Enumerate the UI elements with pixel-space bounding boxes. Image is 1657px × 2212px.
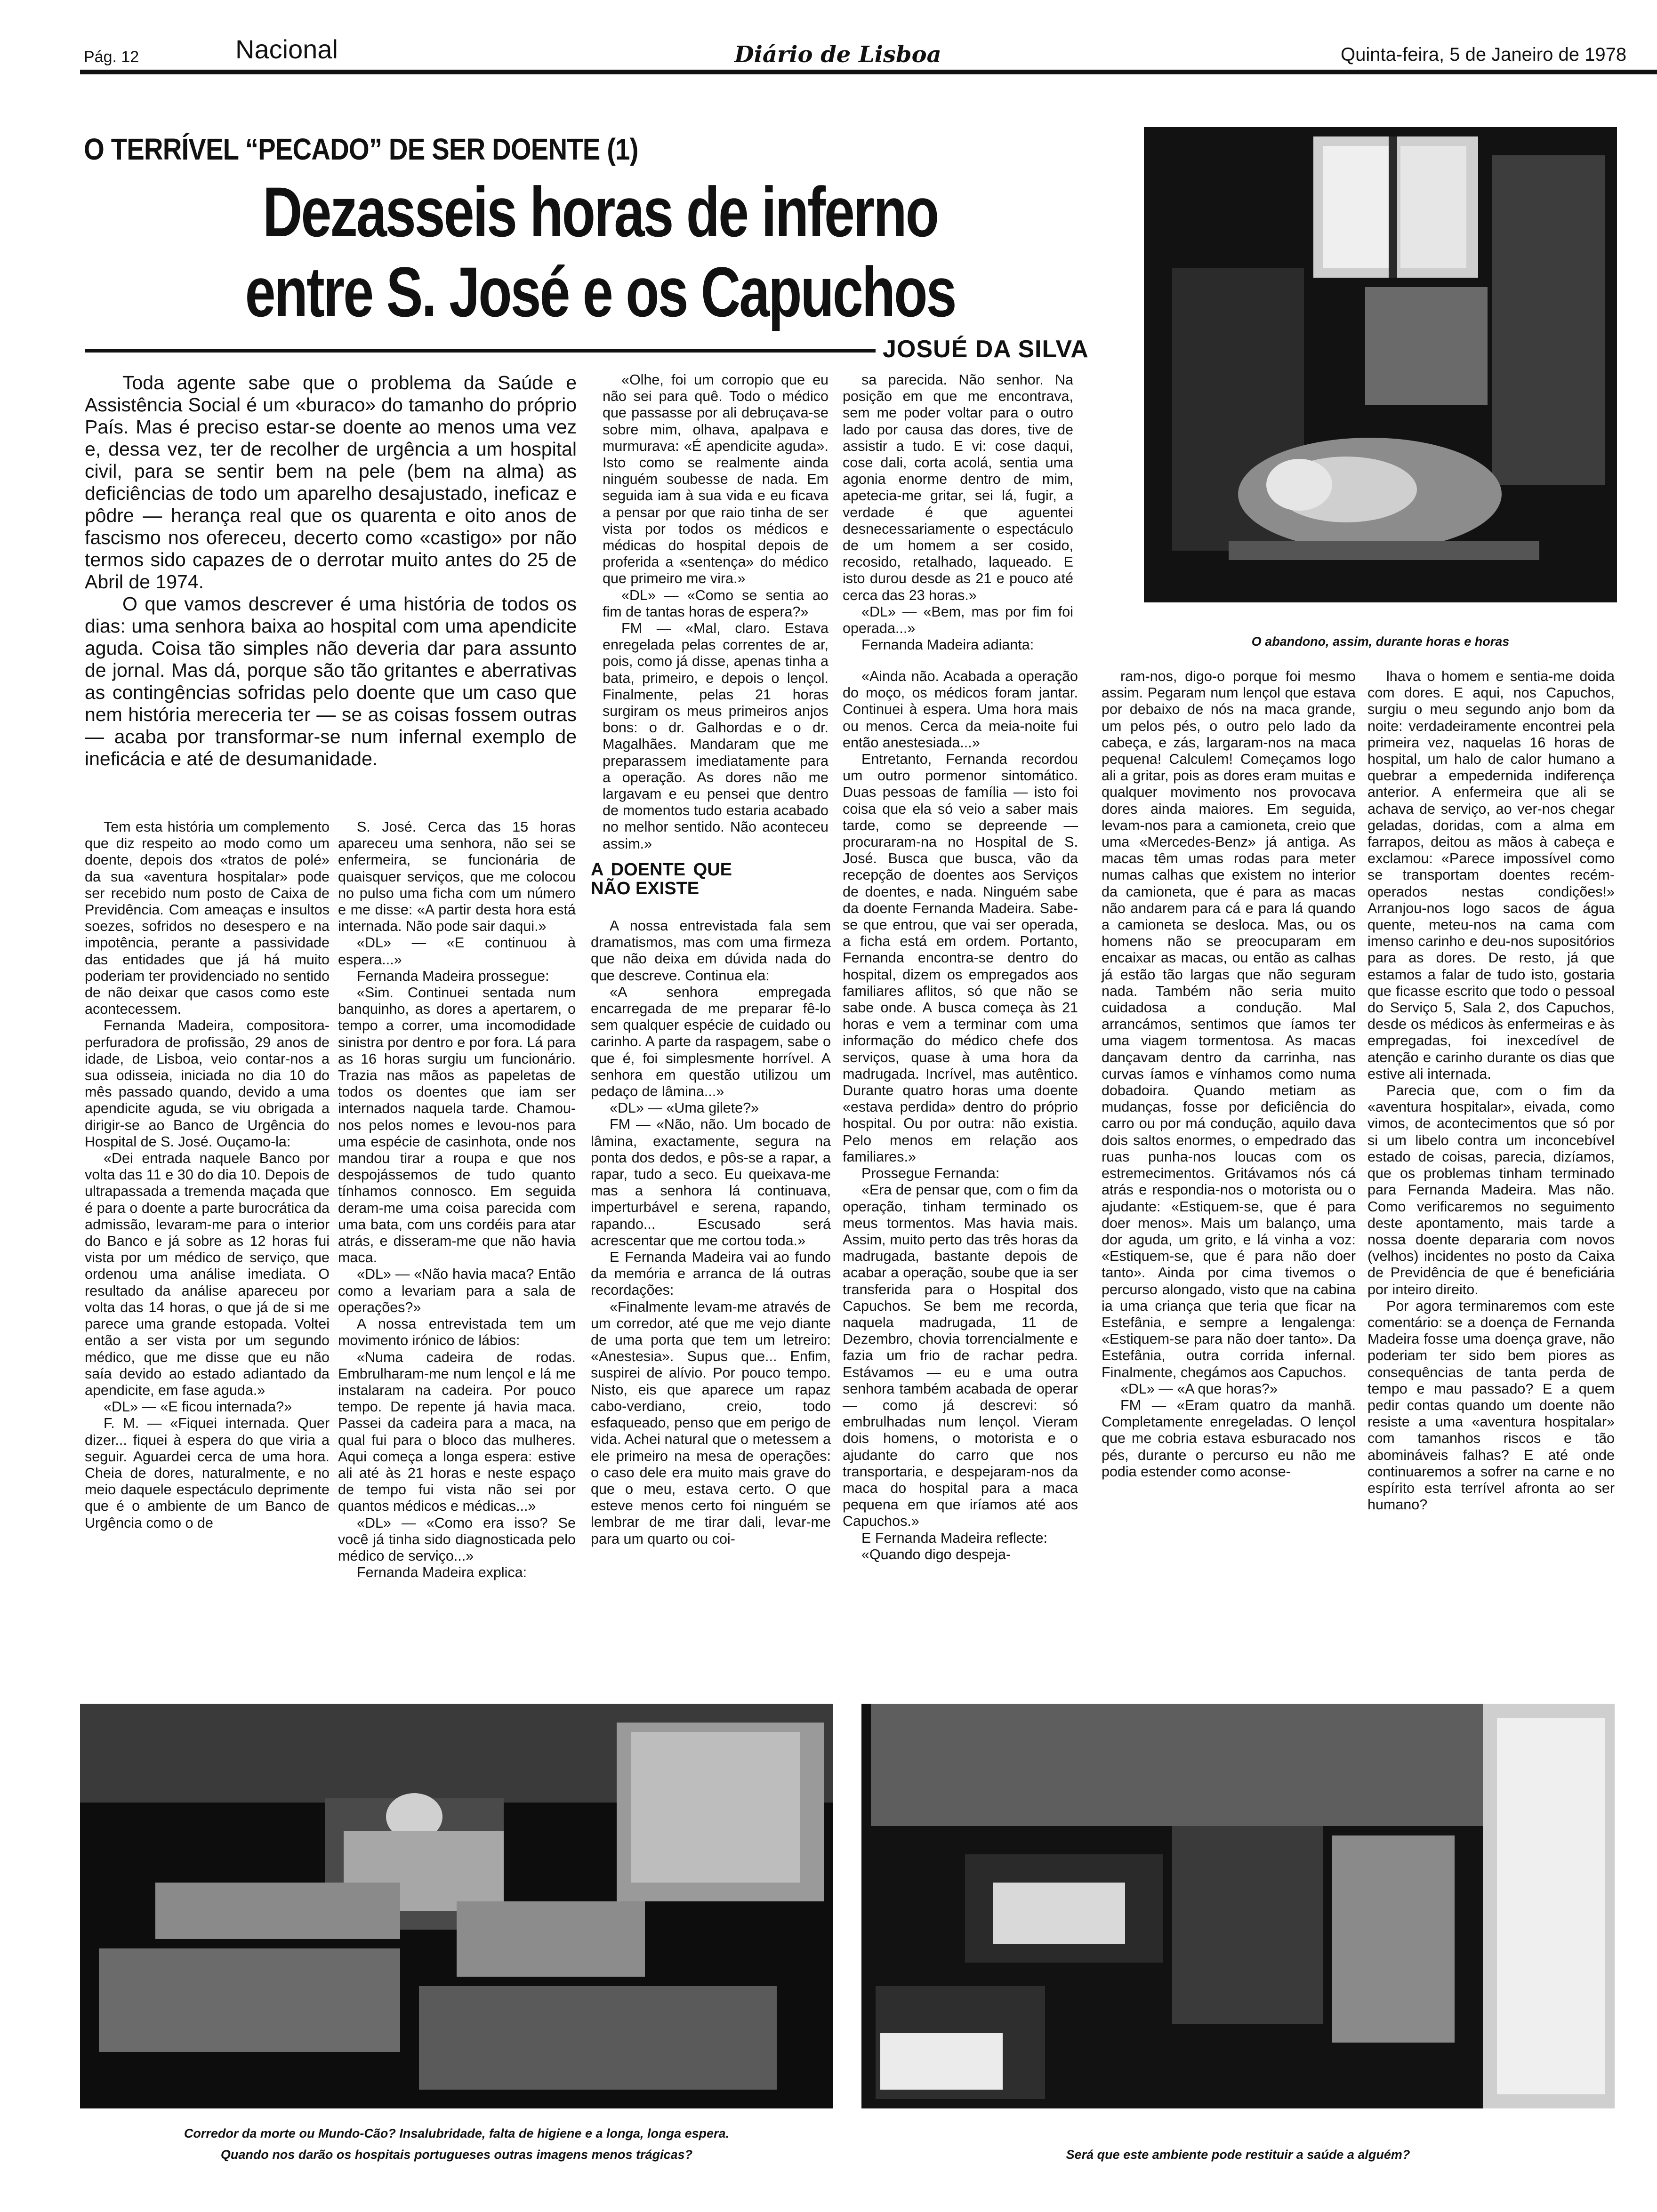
paragraph: FM — «Eram quatro da manhã. Completamente enregeladas. O lençol que me cobria estava esburacado nos pés, durante o percurso eu não me podia estender como aconse- (1102, 1397, 1356, 1480)
paragraph: «Olhe, foi um corropio que eu não sei para quê. Todo o médico que passasse por ali debruçava-se sobre mim, olhava, apalpava e murmurava: «É apendicite aguda». Isto como se realmente ainda ninguém soubesse de nada. Em seguida iam à sua vida e eu ficava a pensar por que raio tinha de ser vista por todos os médicos e médicas do hospital depois de proferida a «sentença» do médico que primeiro me vira.» (603, 372, 828, 587)
paragraph: «A senhora empregada encarregada de me preparar fê-lo sem qualquer espécie de cuidado ou carinho. A parte da raspagem, sabe o que é, foi simplesmente horrível. A senhora em questão utilizou um pedaço de lâmina...» (591, 984, 831, 1100)
paragraph: «DL» — «Bem, mas por fim foi operada...» (843, 603, 1073, 637)
photo-patient-on-stretcher (1144, 127, 1617, 626)
paragraph: «DL» — «E continuou à espera...» (338, 935, 576, 968)
column-6 (1367, 668, 1615, 1690)
column-4 (843, 668, 1078, 1690)
column-5 (1102, 668, 1356, 1690)
paragraph: FM — «Mal, claro. Estava enregelada pelas correntes de ar, pois, como já disse, apenas tinha a bata, primeiro, e depois o lençol. Finalmente, pelas 21 horas surgiram os meus primeiros anjos bons: o dr. Galhordas e o dr. Magalhães. Mandaram que me preparassem imediatamente para a operação. As dores não me largavam e eu pensei que dentro de momentos tudo estaria acabado no melhor sentido. Não aconteceu assim.» (603, 620, 828, 852)
column-3 (591, 860, 831, 1690)
paragraph: Parecia que, com o fim da «aventura hospitalar», eivada, como vimos, de acontecimentos que só por si um libelo contra um inconcebível estado de coisas, parecia, dizíamos, que os problemas tinham terminado para Fernanda Madeira. Mas não. Como verificaremos no seguimento deste apontamento, mais tarde a nossa doente depararia com novos (velhos) incidentes no posto da Caixa de Previdência de que é beneficiária por inteiro direito. (1367, 1082, 1615, 1298)
photo-hospital-corridor (80, 1704, 833, 2108)
article-kicker: O TERRÍVEL “PECADO” DE SER DOENTE (1) (84, 132, 638, 166)
paragraph: A nossa entrevistada fala sem dramatismos, mas com uma firmeza que não deixa em dúvida nada do que descreve. Continua ela: (591, 918, 831, 984)
caption-top-right: O abandono, assim, durante horas e horas (1251, 634, 1510, 649)
paragraph: Fernanda Madeira prossegue: (357, 968, 549, 984)
paragraph: Tem esta história um complemento que diz respeito ao modo como um doente, depois dos «tratos de polé» da sua «aventura hospitalar» pode ser recebido num posto de Caixa de Previdência. Com ameaças e insultos soezes, sofridos no desespero e na impotência, perante a passividade das entidades que já há muito poderiam ter providenciado no sentido de não deixar que casos como este acontecessem. (85, 819, 330, 1018)
caption-bottom-right: Será que este ambiente pode restituir a saúde a alguém? (1066, 2148, 1410, 2162)
issue-date: Quinta-feira, 5 de Janeiro de 1978 (1341, 44, 1627, 65)
paragraph: Fernanda Madeira adianta: (861, 637, 1034, 653)
paragraph: Prossegue Fernanda: (861, 1165, 1000, 1182)
paragraph: «Era de pensar que, com o fim da operação, tinham terminado os meus tormentos. Mas havia mais. Assim, muito perto das três horas da madrugada, bastante depois de acabar a operação, soube que ia ser transferida para o Hospital dos Capuchos. Se bem me recorda, naquela madrugada, 11 de Dezembro, chovia torrencialmente e fazia um frio de rachar pedra. Estávamos — eu e uma outra senhora também acabada de operar — como já descrevi: só embrulhadas num lençol. Vieram dois homens, o motorista e o ajudante do carro que nos transportaria, e despejaram-nos da maca do hospital para a maca pequena em que iríamos até aos Capuchos.» (843, 1182, 1078, 1530)
paragraph: F. M. — «Fiquei internada. Quer dizer... fiquei à espera do que viria a seguir. Aguardei cerca de uma hora. Cheia de dores, naturalmente, e no meio daquele espectáculo deprimente que é o ambiente de um Banco de Urgência como o de (85, 1415, 330, 1531)
paragraph: «Quando digo despeja- (861, 1546, 1011, 1563)
paragraph: Fernanda Madeira explica: (357, 1564, 527, 1581)
paragraph: «DL» — «A que horas?» (1120, 1380, 1278, 1397)
page-number: Pág. 12 (84, 48, 139, 66)
paragraph: sa parecida. Não senhor. Na posição em que me encontrava, sem me poder voltar para o outro lado por causa das dores, tive de assistir a tudo. E vi: cose daqui, cose dali, corta acolá, sentia uma agonia enorme dentro de mim, apetecia-me gritar, sei lá, fugir, a verdade é que aguentei desnecessariamente o espectáculo de um homem a ser cosido, recosido, retalhado, laqueado. E isto durou desde as 21 e pouco até cerca das 23 horas.» (843, 372, 1073, 603)
paragraph: A nossa entrevistada tem um movimento irónico de lábios: (338, 1316, 576, 1349)
paragraph: E Fernanda Madeira reflecte: (861, 1530, 1048, 1546)
paragraph: Fernanda Madeira, compositora-perfuradora de profissão, 29 anos de idade, de Lisboa, veio contar-nos a sua odisseia, iniciada no dia 10 do mês passado quando, devido a uma apendicite aguda, se viu obrigada a dirigir-se ao Banco de Urgência do Hospital de S. José. Ouçamo-la: (85, 1018, 330, 1150)
paragraph: «DL» — «Como se sentia ao fim de tantas horas de espera?» (603, 587, 828, 620)
column-2 (338, 819, 576, 1690)
masthead: Diário de Lisboa (734, 41, 941, 68)
paragraph: Por agora terminaremos com este comentário: se a doença de Fernanda Madeira fosse uma doença grave, não poderiam ter sido bem piores as consequências de tanta perda de tempo e mau passado? E a quem pedir contas quando um doente não resiste a uma «aventura hospitalar» com tamanhos riscos e tão abomináveis falhas? E até onde continuaremos a sofrer na carne e no espírito esta terrível afronta ao ser humano? (1367, 1298, 1615, 1513)
paragraph: E Fernanda Madeira vai ao fundo da memória e arranca de lá outras recordações: (591, 1249, 831, 1298)
paragraph: «Sim. Continuei sentada num banquinho, as dores a apertarem, o tempo a correr, uma incomodidade sinistra por dentro e por fora. Lá para as 16 horas surgiu um funcionário. Trazia nas mãos as papeletas de todos os doentes que iam ser internados naquela tarde. Chamou-nos pelos nomes e levou-nos para uma espécie de casinhota, onde nos mandou tirar a roupa e que nos despojássemos de tudo quanto tínhamos connosco. Em seguida deram-me uma coisa parecida com uma bata, com uns cordéis para atar atrás, e disseram-me que não havia maca. (338, 985, 576, 1266)
section-subhead: A DOENTE QUE NÃO EXISTE (591, 860, 732, 898)
lead-paragraph: Toda agente sabe que o problema da Saúde e Assistência Social é um «buraco» do tamanho do próprio País. Mas é preciso estar-se doente ao menos uma vez e, dessa vez, ter de recolher de urgência a um hospital civil, para se sentir bem na pele (bem na alma) as deficiências de todo um aparelho desajustado, ineficaz e pôdre — herança real que os quarenta e oito anos de fascismo nos ofereceu, decerto como «castigo» por não termos sido capazes de o derrotar muito antes do 25 de Abril de 1974. (85, 372, 577, 593)
caption-bottom-left-line-1: Corredor da morte ou Mundo-Cão? Insalubridade, falta de higiene e a longa, longa espera. (184, 2126, 730, 2140)
headline-line-1: Dezasseis horas de inferno (263, 172, 938, 251)
paragraph: S. José. Cerca das 15 horas apareceu uma senhora, não sei se enfermeira, se funcionária de quaisquer serviços, que me colocou no pulso uma ficha com um número e me disse: «A partir desta hora está internada. Não pode sair daqui.» (338, 819, 576, 935)
byline-rule (85, 349, 876, 353)
article-lead (85, 372, 577, 795)
paragraph: «DL» — «E ficou internada?» (104, 1399, 292, 1415)
paragraph: ram-nos, digo-o porque foi mesmo assim. Pegaram num lençol que estava por debaixo de nós na maca grande, um pelos pés, o outro pelo lado da cabeça, e zás, largaram-nos na maca pequena! Calculem! Começamos logo ali a gritar, pois as dores eram muitas e qualquer movimento nos provocava dores ainda maiores. Em seguida, levam-nos para a camioneta, creio que uma «Mercedes-Benz» já antiga. As macas têm umas rodas para meter numas calhas que existem no interior da camioneta, que é para as macas não andarem para cá e para lá quando a camioneta se desloca. Mas, ou os homens não se preocuparam em encaixar as macas, ou então as calhas já estão tão largas que não seguram nada. Também não seria muito cuidadosa a condução. Mal arrancámos, sentimos que íamos ter uma viagem tormentosa. As macas dançavam dentro da carrinha, nas curvas íamos e vínhamos como numa dobadoira. Quando metiam as mudanças, fosse por deficiência do carro ou por má condução, aquilo dava dois saltos enormes, o empedrado das ruas punha-nos loucas com os estremecimentos. Gritávamos nós cá atrás e respondia-nos o motorista ou o ajudante: «Estiquem-se, que é para doer menos». Mais um balanço, uma dor aguda, um grito, e lá vinha a voz: «Estiquem-se, que é para não doer tanto». Ainda por cima tivemos o percurso alongado, visto que na cabina ia uma criança que teria que ficar na Estefânia, e sempre a lengalenga: «Estiquem-se para não doer tanto». Da Estefânia, outra corrida infernal. Finalmente, chegámos aos Capuchos. (1102, 668, 1356, 1380)
paragraph: «Dei entrada naquele Banco por volta das 11 e 30 do dia 10. Depois de ultrapassada a tremenda maçada que é para o doente a parte burocrática da admissão, levaram-me para o interior do Banco e já sobre as 12 horas fui vista por um médico de serviço, que ordenou uma análise imediata. O resultado da análise apareceu por volta das 14 horas, o que já de si me parece uma grande estopada. Voltei então a ser vista por um segundo médico, que me disse que eu não saía devido ao estado adiantado da apendicite, em fase aguda.» (85, 1150, 330, 1398)
lead-paragraph: O que vamos descrever é uma história de todos os dias: uma senhora baixa ao hospital com uma apendicite aguda. Coisa tão simples não deveria dar para assunto de jornal. Mas dá, porque são tão gritantes e aberrativas as contingências sofridas pelo doente que um caso que nem história mereceria ter — se as coisas fossem outras — acaba por transformar-se num infernal exemplo de ineficácia e até de desumanidade. (85, 593, 577, 769)
column-1 (85, 819, 330, 1690)
paragraph: «Ainda não. Acabada a operação do moço, os médicos foram jantar. Continuei à espera. Uma hora mais ou menos. Cerca da meia-noite fui então anestesiada...» (843, 668, 1078, 751)
header-rule (80, 70, 1657, 74)
paragraph: «Finalmente levam-me através de um corredor, até que me vejo diante de uma porta que tem um letreiro: «Anestesia». Supus que... Enfim, suspirei de alívio. Por pouco tempo. Nisto, eis que aparece um rapaz cabo-verdiano, creio, todo esfaqueado, penso que em perigo de vida. Achei natural que o metessem a ele primeiro na mesa de operações: o caso dele era muito mais grave do que o meu, estava certo. O que esteve menos certo foi ninguém se lembrar de me tirar dali, levar-me para um quarto ou coi- (591, 1298, 831, 1547)
caption-bottom-left-line-2: Quando nos darão os hospitais portugueses outras imagens menos trágicas? (220, 2148, 693, 2162)
column-upper-2 (603, 372, 828, 852)
paragraph: lhava o homem e sentia-me doida com dores. E aqui, nos Capuchos, surgiu o meu segundo anjo bom da noite: verdadeiramente encontrei pela primeira vez, naquelas 16 horas de hospital, um halo de calor humano a quebrar a empedernida indiferença anterior. A enfermeira que ali se achava de serviço, ao ver-nos chegar geladas, doridas, com a alma em farrapos, deitou as mãos à cabeça e exclamou: «Parece impossível como se transportam doentes recém-operados nestas condições!» Arranjou-nos logo sacos de água quente, meteu-nos na cama com imenso carinho e deu-nos supositórios para as dores. De resto, já que estamos a falar de tudo isto, gostaria que ficasse escrito que todo o pessoal do Serviço 5, Sala 2, dos Capuchos, desde os médicos às enfermeiras e às empregadas, foi inexcedível de atenção e carinho durante os dias que estive ali internada. (1367, 668, 1615, 1082)
paragraph: «DL» — «Não havia maca? Então como a levariam para a sala de operações?» (338, 1266, 576, 1315)
paragraph: «DL» — «Como era isso? Se você já tinha sido diagnosticada pelo médico de serviço...» (338, 1515, 576, 1564)
byline: JOSUÉ DA SILVA (883, 336, 1089, 363)
paragraph: Entretanto, Fernanda recordou um outro pormenor sintomático. Duas pessoas de família — isto foi coisa que ela só veio a saber mais tarde, como se depreende — procuraram-na no Hospital de S. José. Busca que busca, vão da recepção de doentes aos Serviços de doentes, e nada. Ninguém sabe da doente Fernanda Madeira. Sabe-se que entrou, que vai ser operada, a ficha está em ordem. Portanto, Fernanda encontra-se dentro do hospital, dizem os empregados aos familiares aflitos, só que não se sabe onde. A busca começa às 21 horas e vem a terminar com uma informação do médico chefe dos serviços, quase à uma hora da madrugada. Incrível, mas autêntico. Durante quatro horas uma doente «estava perdida» dentro do próprio hospital. Ou por outra: não existia. Pelo menos em relação aos familiares.» (843, 751, 1078, 1165)
paragraph: FM — «Não, não. Um bocado de lâmina, exactamente, segura na ponta dos dedos, e pôs-se a rapar, a rapar, tudo a seco. Eu queixava-me mas a senhora lá continuava, imperturbável e serena, rapando, rapando... Escusado será acrescentar que me cortou toda.» (591, 1116, 831, 1249)
headline-line-2: entre S. José e os Capuchos (245, 252, 956, 331)
paragraph: «DL» — «Uma gilete?» (610, 1100, 759, 1116)
section-name: Nacional (235, 34, 338, 64)
paragraph: «Numa cadeira de rodas. Embrulharam-me num lençol e lá me instalaram na cadeira. Por pouco tempo. De repente já havia maca. Passei da cadeira para a maca, na qual fui para o bloco das mulheres. Aqui começa a longa espera: estive ali até às 21 horas e neste espaço de tempo fui vista não sei por quantos médicos e médicas...» (338, 1349, 576, 1515)
column-upper-3 (843, 372, 1073, 653)
photo-hospital-room (861, 1704, 1615, 2108)
